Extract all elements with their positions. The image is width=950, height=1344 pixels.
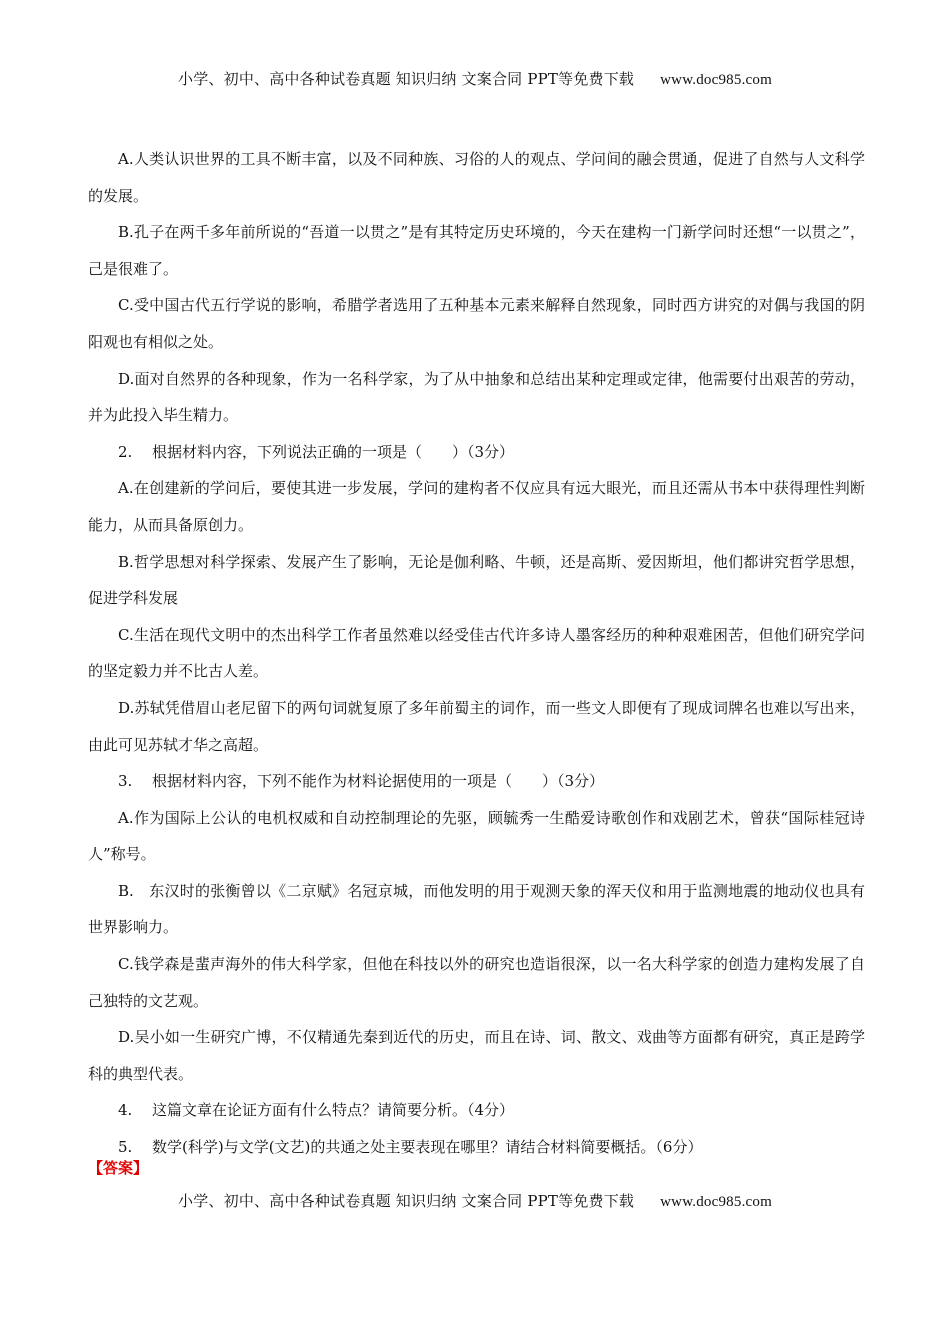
question-5-number: 5. — [118, 1138, 133, 1157]
page-header — [0, 68, 950, 89]
page-footer — [0, 1190, 950, 1211]
footer-text: 小学、初中、高中各种试卷真题 知识归纳 文案合同 PPT等免费下载 — [178, 1192, 635, 1210]
header-site-link[interactable]: www.doc985.com — [660, 72, 772, 88]
question-4-stem — [88, 1092, 865, 1129]
q1-option-a: A.人类认识世界的工具不断丰富，以及不同种族、习俗的人的观点、学问间的融会贯通，促进了自然与人文科学的发展。 — [88, 150, 865, 205]
q2-option-b: B.哲学思想对科学探索、发展产生了影响，无论是伽利略、牛顿，还是高斯、爱因斯坦，他们都讲究哲学思想，促进学科发展 — [88, 552, 865, 608]
question-2-text: 根据材料内容，下列说法正确的一项是（ ）（3分） — [152, 442, 515, 461]
question-3-text: 根据材料内容，下列不能作为材料论据使用的一项是（ ）（3分） — [152, 772, 605, 791]
q2-option-c: C.生活在现代文明中的杰出科学工作者虽然难以经受佳古代许多诗人墨客经历的种种艰难困苦，但他们研究学问的坚定毅力并不比古人差。 — [88, 625, 865, 681]
q1-option-d: D.面对自然界的各种现象，作为一名科学家，为了从中抽象和总结出某种定理或定律，他需要付出艰苦的劳动，并为此投入毕生精力。 — [88, 369, 865, 425]
question-4-text: 这篇文章在论证方面有什么特点？请简要分析。（4分） — [152, 1101, 515, 1120]
answer-label: 【答案】 — [88, 1159, 149, 1177]
q3-option-a: A.作为国际上公认的电机权威和自动控制理论的先驱，顾毓秀一生酷爱诗歌创作和戏剧艺术，曾获“国际桂冠诗人”称号。 — [88, 808, 865, 864]
question-5-text: 数学(科学)与文学(文艺)的共通之处主要表现在哪里？请结合材料简要概括。（6分） — [152, 1138, 703, 1157]
question-content — [88, 141, 865, 1166]
q3-option-d: D.吴小如一生研究广博，不仅精通先秦到近代的历史，而且在诗、词、散文、戏曲等方面都有研究，真正是跨学科的典型代表。 — [88, 1028, 865, 1083]
question-2-stem — [88, 434, 865, 471]
q1-option-b: B.孔子在两千多年前所说的“吾道一以贯之”是有其特定历史环境的，今天在建构一门新学问时还想“一以贯之”，己是很难了。 — [88, 223, 865, 278]
question-4-number: 4. — [118, 1101, 133, 1120]
question-3-stem — [88, 763, 865, 800]
q2-option-a: A.在创建新的学问后，要使其进一步发展，学问的建构者不仅应具有远大眼光，而且还需从书本中获得理性判断能力，从而具备原创力。 — [88, 479, 865, 534]
question-3-number: 3. — [118, 772, 133, 791]
footer-site-link[interactable]: www.doc985.com — [660, 1194, 772, 1210]
q3-option-c: C.钱学森是蜚声海外的伟大科学家，但他在科技以外的研究也造诣很深，以一名大科学家的创造力建构发展了自己独特的文艺观。 — [88, 955, 865, 1010]
q3-option-b: B. 东汉时的张衡曾以《二京赋》名冠京城，而他发明的用于观测天象的浑天仪和用于监测地震的地动仪也具有世界影响力。 — [88, 881, 865, 937]
question-5-stem — [88, 1129, 865, 1166]
header-text: 小学、初中、高中各种试卷真题 知识归纳 文案合同 PPT等免费下载 — [178, 70, 635, 88]
q2-option-d: D.苏轼凭借眉山老尼留下的两句词就复原了多年前蜀主的词作，而一些文人即便有了现成词牌名也难以写出来，由此可见苏轼才华之高超。 — [88, 698, 865, 754]
question-2-number: 2. — [118, 442, 133, 461]
q1-option-c: C.受中国古代五行学说的影响，希腊学者选用了五种基本元素来解释自然现象，同时西方讲究的对偶与我国的阴阳观也有相似之处。 — [88, 296, 865, 351]
